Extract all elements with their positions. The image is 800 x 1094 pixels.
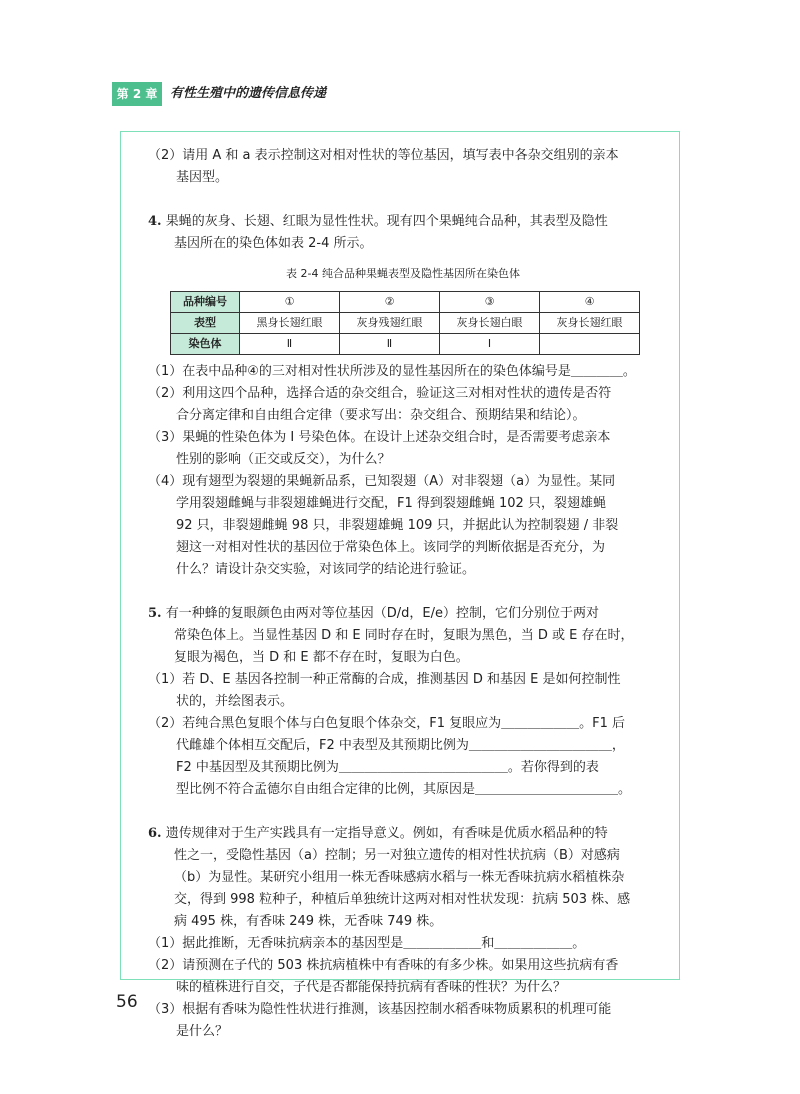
q5-part2-line3: F2 中基因型及其预期比例为＿＿＿＿＿＿＿＿＿＿＿＿＿。若你得到的表 <box>176 760 599 775</box>
question-5 <box>148 603 658 801</box>
table-row <box>171 313 640 334</box>
table-row <box>171 334 640 355</box>
q5-part2-line1: （2）若纯合黑色复眼个体与白色复眼个体杂交，F1 复眼应为＿＿＿＿＿＿。F1 后 <box>148 716 626 731</box>
q5-part2-line2: 代雌雄个体相互交配后，F2 中表型及其预期比例为＿＿＿＿＿＿＿＿＿＿＿， <box>176 738 625 753</box>
q5-stem-line2: 常染色体上。当显性基因 D 和 E 同时存在时，复眼为黑色，当 D 或 E 存在时， <box>174 628 634 643</box>
q4-stem-line2: 基因所在的染色体如表 2-4 所示。 <box>174 236 373 251</box>
table-caption: 表 2-4 纯合品种果蝇表型及隐性基因所在染色体 <box>286 267 520 280</box>
q6-part2-line1: （2）请预测在子代的 503 株抗病植株中有香味的有多少株。如果用这些抗病有香 <box>148 958 619 973</box>
table-cell <box>540 334 640 355</box>
q4-part4-line5: 什么？请设计杂交实验，对该同学的结论进行验证。 <box>176 562 476 577</box>
table-cell: Ⅱ <box>340 334 440 355</box>
chapter-title: 有性生殖中的遗传信息传递 <box>170 86 327 101</box>
table-cell: 灰身残翅红眼 <box>340 313 440 334</box>
q6-stem-line2: 性之一，受隐性基因（a）控制；另一对独立遗传的相对性状抗病（B）对感病 <box>174 848 620 863</box>
table-cell: ① <box>240 292 340 313</box>
q5-part1-line2: 状的，并绘图表示。 <box>176 694 294 709</box>
q5-part2-line4: 型比例不符合孟德尔自由组合定律的比例，其原因是＿＿＿＿＿＿＿＿＿＿＿。 <box>176 782 632 797</box>
row-header: 品种编号 <box>171 292 240 313</box>
gene-table <box>170 291 640 355</box>
question-6 <box>148 823 658 1043</box>
q4-part4-line1: （4）现有翅型为裂翅的果蝇新品系，已知裂翅（A）对非裂翅（a）为显性。某同 <box>148 474 616 489</box>
table-cell: 黑身长翅红眼 <box>240 313 340 334</box>
table-cell: ④ <box>540 292 640 313</box>
q3-part2-line1: （2）请用 A 和 a 表示控制这对相对性状的等位基因，填写表中各杂交组别的亲本 <box>148 148 619 163</box>
q5-number: 5. <box>148 606 162 621</box>
q6-stem-line5: 病 495 株，有香味 249 株，无香味 749 株。 <box>174 914 443 929</box>
table-cell: Ⅰ <box>440 334 540 355</box>
q6-stem-line4: 交，得到 998 粒种子，种植后单独统计这两对相对性状发现：抗病 503 株、感 <box>174 892 631 907</box>
table-cell: ② <box>340 292 440 313</box>
q4-part1: （1）在表中品种④的三对相对性状所涉及的显性基因所在的染色体编号是＿＿＿＿。 <box>148 364 636 379</box>
q6-part2-line2: 味的植株进行自交，子代是否都能保持抗病有香味的性状？为什么？ <box>176 980 567 995</box>
table-cell: 灰身长翅白眼 <box>440 313 540 334</box>
page-number: 56 <box>116 992 138 1012</box>
q4-part3-line2: 性别的影响（正交或反交），为什么？ <box>176 452 391 467</box>
q5-stem-line3: 复眼为褐色，当 D 和 E 都不存在时，复眼为白色。 <box>174 650 469 665</box>
table-cell: ③ <box>440 292 540 313</box>
q6-part3-line2: 是什么？ <box>176 1024 229 1039</box>
chapter-tag: 第 2 章 <box>112 82 162 106</box>
question-4 <box>148 211 658 581</box>
q4-part2-line2: 合分离定律和自由组合定律（要求写出：杂交组合、预期结果和结论）。 <box>176 408 586 423</box>
q4-stem-line1: 4. 果蝇的灰身、长翅、红眼为显性性状。现有四个果蝇纯合品种，其表型及隐性 <box>148 214 608 229</box>
q6-stem-line1: 6. 遗传规律对于生产实践具有一定指导意义。例如，有香味是优质水稻品种的特 <box>148 826 608 841</box>
q3-part2-line2: 基因型。 <box>176 170 229 185</box>
q6-part3-line1: （3）根据有香味为隐性性状进行推测，该基因控制水稻香味物质累积的机理可能 <box>148 1002 612 1017</box>
row-header: 表型 <box>171 313 240 334</box>
q4-part4-line2: 学用裂翅雌蝇与非裂翅雄蝇进行交配，F1 得到裂翅雌蝇 102 只，裂翅雄蝇 <box>176 496 606 511</box>
exercise-content <box>148 145 658 1043</box>
q6-part1: （1）据此推断，无香味抗病亲本的基因型是＿＿＿＿＿＿和＿＿＿＿＿＿。 <box>148 936 586 951</box>
q4-part2-line1: （2）利用这四个品种，选择合适的杂交组合，验证这三对相对性状的遗传是否符 <box>148 386 612 401</box>
q4-part4-line4: 翅这一对相对性状的基因位于常染色体上。该同学的判断依据是否充分，为 <box>176 540 606 555</box>
q5-part1-line1: （1）若 D、E 基因各控制一种正常酶的合成，推测基因 D 和基因 E 是如何控制性 <box>148 672 621 687</box>
q6-number: 6. <box>148 826 162 841</box>
q6-stem-line3: （b）为显性。某研究小组用一株无香味感病水稻与一株无香味抗病水稻植株杂 <box>174 870 625 885</box>
table-row <box>171 292 640 313</box>
q4-part3-line1: （3）果蝇的性染色体为 I 号染色体。在设计上述杂交组合时，是否需要考虑亲本 <box>148 430 611 445</box>
row-header: 染色体 <box>171 334 240 355</box>
table-cell: Ⅱ <box>240 334 340 355</box>
table-cell: 灰身长翅红眼 <box>540 313 640 334</box>
q5-stem-line1: 5. 有一种蜂的复眼颜色由两对等位基因（D/d，E/e）控制，它们分别位于两对 <box>148 606 599 621</box>
q4-number: 4. <box>148 214 162 229</box>
q4-part4-line3: 92 只，非裂翅雌蝇 98 只，非裂翅雄蝇 109 只，并据此认为控制裂翅 / 非裂 <box>176 518 619 533</box>
